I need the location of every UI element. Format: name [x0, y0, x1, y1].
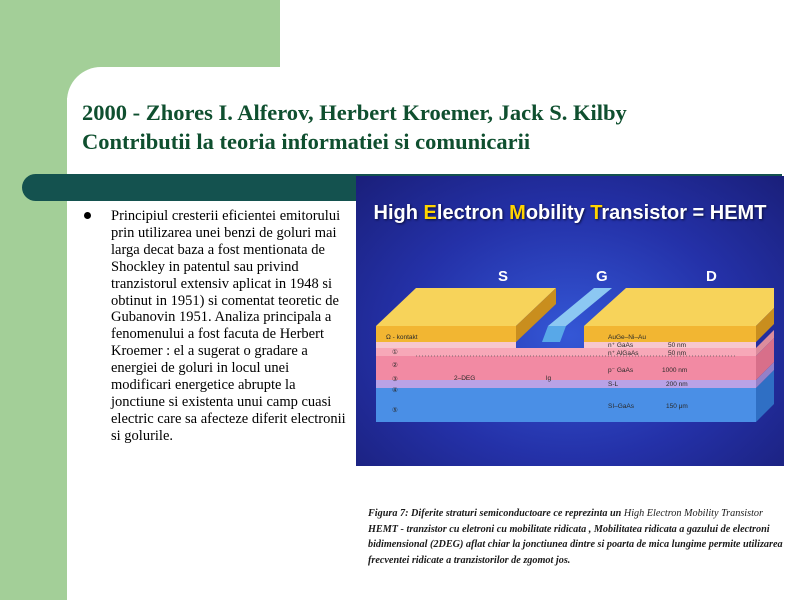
layer-num-3: ③	[392, 376, 398, 383]
hemt-layer-diagram	[356, 176, 784, 466]
layer-thick-pgaas: 1000 nm	[662, 367, 688, 374]
figure-title-e: E	[423, 202, 437, 224]
green-frame-left	[0, 0, 67, 600]
2deg-label: 2–DEG	[454, 375, 476, 382]
nalgaas-layer	[376, 348, 756, 356]
figure-title-part3: obility	[525, 202, 591, 224]
left-contact-label: Ω - kontakt	[386, 334, 418, 341]
substrate-layer	[376, 388, 756, 422]
slide-title-line1: 2000 - Zhores I. Alferov, Herbert Kroemer, Jack S. Kilby	[82, 100, 627, 125]
layer-label-sigaas: SI–GaAs	[608, 403, 635, 410]
layer-num-2: ②	[392, 362, 398, 369]
layer-num-5: ⑤	[392, 407, 398, 414]
layer-label-pgaas: p⁻ GaAs	[608, 367, 634, 374]
layer-thick-sl: 200 nm	[666, 381, 688, 388]
slide-title	[82, 98, 782, 156]
left-ngaas-layer	[376, 342, 516, 348]
bullet-icon	[84, 212, 91, 219]
slide-title-line2: Contributii la teoria informatiei si comunicarii	[82, 129, 531, 154]
figure-title-t: T	[590, 202, 602, 224]
figure-title-m: M	[509, 202, 526, 224]
layer-label-nalgaas: n⁺ AlGaAs	[608, 350, 639, 357]
layer-num-1: ①	[392, 349, 398, 356]
drain-contact-top	[584, 288, 774, 326]
layer-label-ngaas: n⁺ GaAs	[608, 342, 634, 349]
layer-label-sl: S-L	[608, 381, 619, 388]
bullet-text: Principiul cresterii eficientei emitorului prin utilizarea unei benzi de goluri mai larga decat baza a fost mentionata de Shockley in patentul sau privind tranzistorul extensiv aplicat in 1948 si obtinut in 1951) si comentat teoretic de Gubanovin 1951. Analiza principala a fenomenului a fost facuta de Herbert Kroemer : el a sugerat o gradare a energiei de goluri in locul unei modificari energetice abrupte la jonctiune si existenta unui camp cuasi electric care sa afecteze diferit electronii si golurile.	[111, 208, 346, 444]
figure-title-part2: lectron	[436, 202, 510, 224]
hemt-figure	[356, 176, 784, 466]
lg-label: lg	[546, 375, 552, 382]
layer-num-4: ④	[392, 387, 398, 394]
layer-thick-sigaas: 150 μm	[666, 403, 688, 410]
caption-part1: Figura 7: Diferite straturi semiconductoare ce reprezinta un	[368, 508, 624, 519]
source-label: S	[498, 268, 509, 285]
figure-caption	[368, 506, 788, 568]
sl-layer	[376, 380, 756, 388]
caption-part3: HEMT - tranzistor cu eletroni cu mobilitate ridicata , Mobilitatea ridicata a gazului de electroni bidimensional (2DEG) aflat chiar la jonctiunea dintre si poarta de mica lungime permite utilizarea frecventei ridicate a tranzistorilor de zgomot jos.	[368, 523, 783, 566]
gate-label: G	[596, 268, 608, 285]
layer-thick-ngaas: 50 nm	[668, 342, 687, 349]
figure-title-part4: ransistor = HEMT	[601, 202, 767, 224]
figure-title-part1: High	[373, 202, 424, 224]
layer-thick-nalgaas: 50 nm	[668, 350, 687, 357]
caption-part2: High Electron Mobility Transistor	[623, 508, 763, 519]
gate-front	[542, 326, 566, 342]
layer-label-augeniau: AuGe–Ni–Au	[608, 334, 646, 341]
drain-label: D	[706, 268, 717, 285]
pgaas-layer	[376, 356, 756, 380]
